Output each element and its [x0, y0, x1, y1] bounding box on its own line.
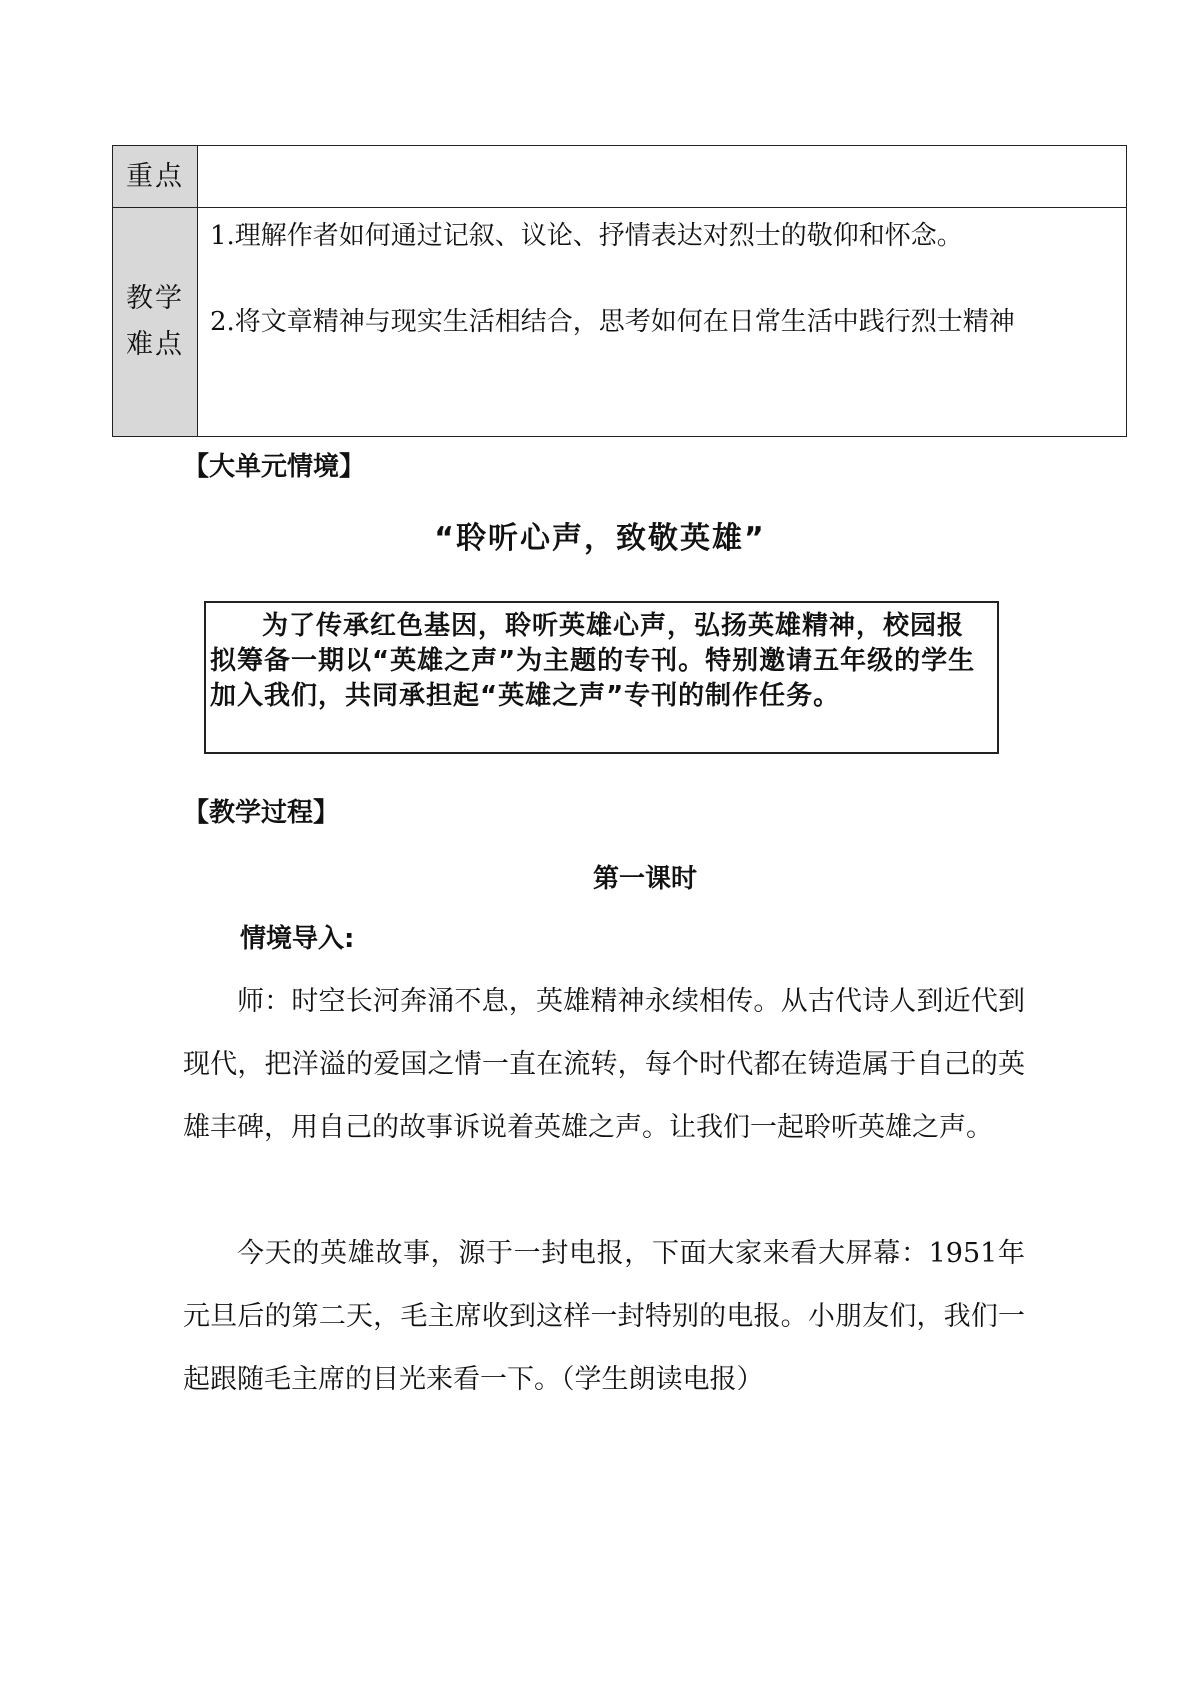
- key-points-label: 重点: [113, 146, 198, 208]
- difficulty-label-line2: 难点: [126, 329, 184, 360]
- key-points-content: [198, 146, 1127, 208]
- key-points-row: [113, 146, 1127, 208]
- theme-description-box: 为了传承红色基因，聆听英雄心声，弘扬英雄精神，校园报拟筹备一期以“英雄之声”为主题的专刊。特别邀请五年级的学生加入我们，共同承担起“英雄之声”专刊的制作任务。: [204, 601, 999, 754]
- lesson-title: 第一课时: [592, 864, 697, 894]
- body-paragraph: 师：时空长河奔涌不息，英雄精神永续相传。从古代诗人到近代到现代，把洋溢的爱国之情一直在流转，每个时代都在铸造属于自己的英雄丰碑，用自己的故事诉说着英雄之声。让我们一起聆听英雄之声。: [183, 986, 1025, 1143]
- intro-label: 情境导入:: [240, 924, 355, 954]
- unit-context-heading: 【大单元情境】: [183, 452, 366, 482]
- difficulty-label: [113, 208, 198, 437]
- difficulty-content: [198, 208, 1127, 437]
- teaching-info-table: [112, 145, 1127, 437]
- difficulty-item: 1.理解作者如何通过记叙、议论、抒情表达对烈士的敬仰和怀念。: [210, 221, 963, 251]
- difficulty-item: 2.将文章精神与现实生活相结合，思考如何在日常生活中践行烈士精神: [210, 307, 1015, 337]
- difficulty-label-line1: 教学: [126, 283, 184, 315]
- difficulty-row: [113, 208, 1127, 437]
- body-paragraph: 今天的英雄故事，源于一封电报，下面大家来看大屏幕：1951年元旦后的第二天，毛主席收到这样一封特别的电报。小朋友们，我们一起跟随毛主席的目光来看一下。（学生朗读电报）: [183, 1238, 1025, 1395]
- theme-title: “聆听心声，致敬英雄”: [434, 521, 766, 556]
- process-heading: 【教学过程】: [183, 798, 340, 828]
